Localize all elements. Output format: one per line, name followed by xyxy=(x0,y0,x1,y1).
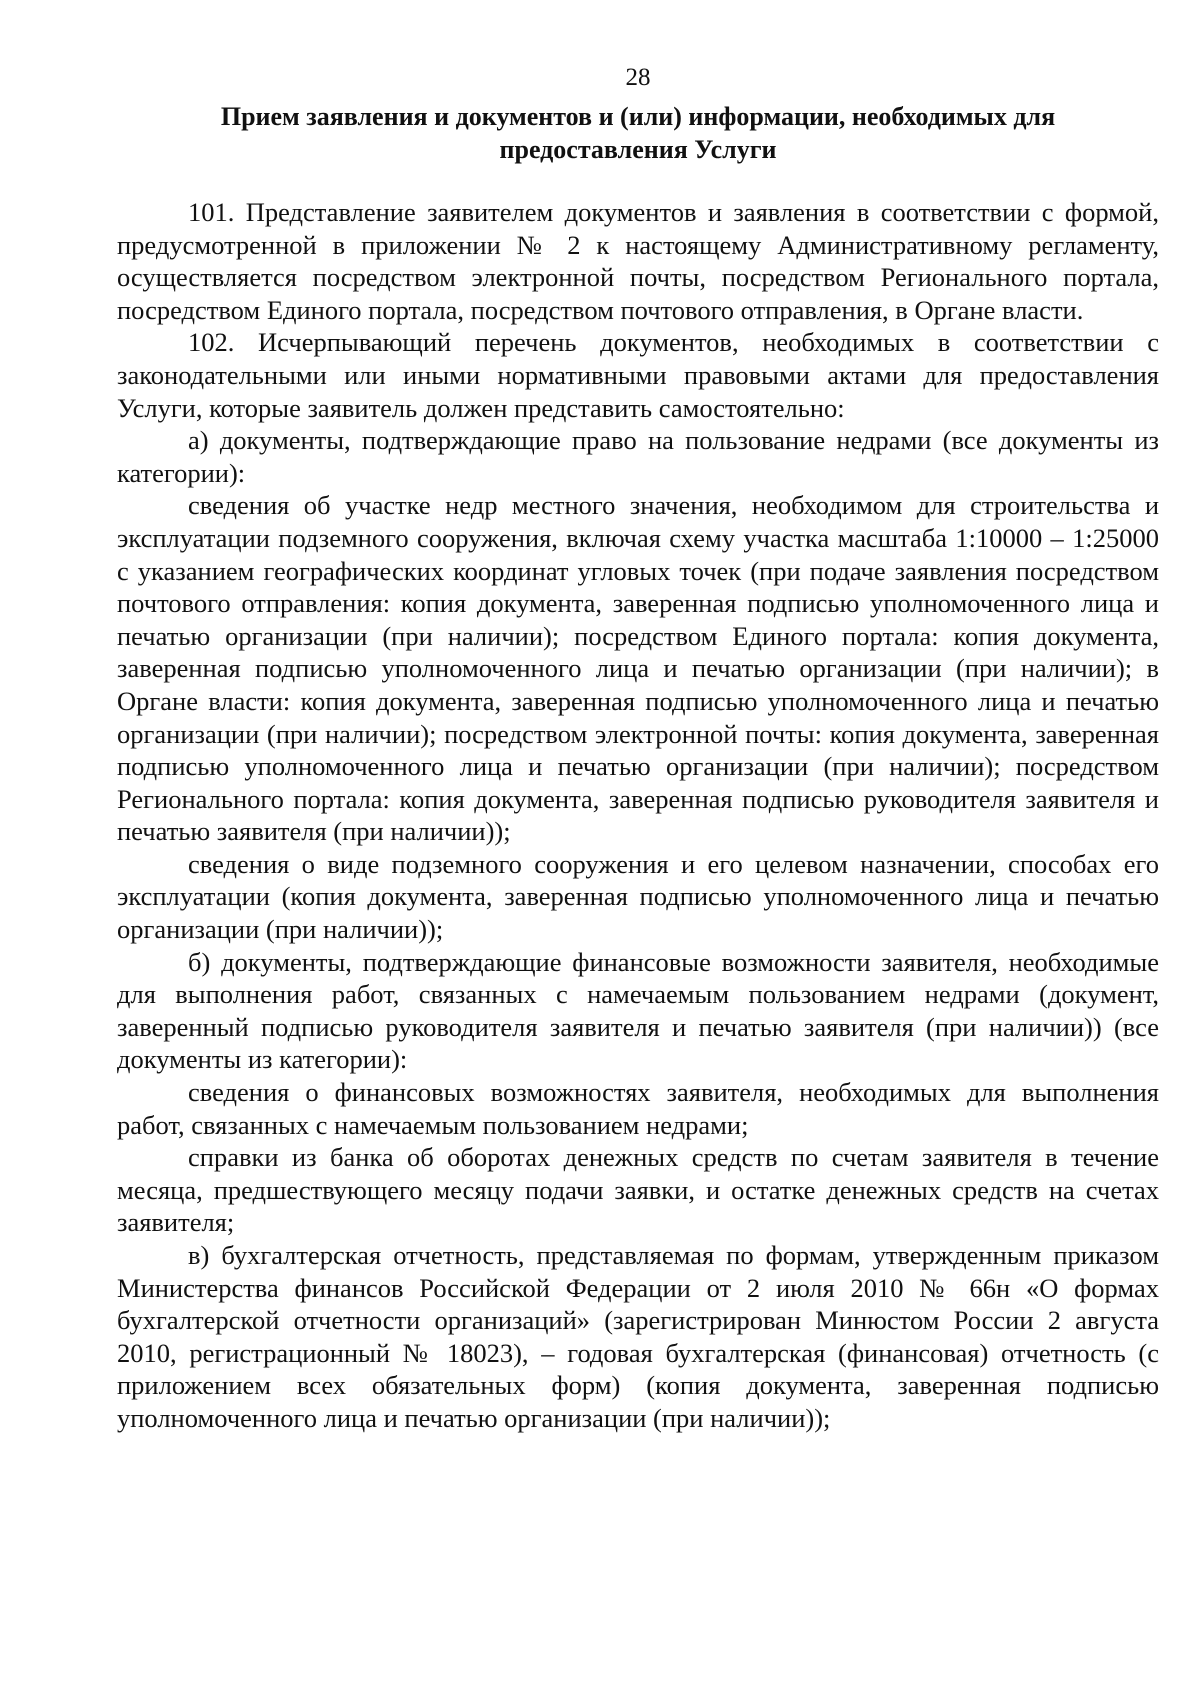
paragraph-101: 101. Представление заявителем документов и заявления в соответствии с формой, предусмотренной в приложении № 2 к настоящему Административному регламенту, осуществляется посредством электронной почты, посредством Регионального портала, посредством Единого портала, посредством почтового отправления, в Органе власти. xyxy=(117,197,1159,325)
page-number: 28 xyxy=(625,64,651,91)
item-b-subitem-1: сведения о финансовых возможностях заявителя, необходимых для выполнения работ, связанных с намечаемым пользованием недрами; xyxy=(117,1077,1159,1140)
paragraph-102: 102. Исчерпывающий перечень документов, необходимых в соответствии с законодательными или иными нормативными правовыми актами для предоставления Услуги, которые заявитель должен представить самостоятельно: xyxy=(117,327,1159,423)
section-heading-line-1: Прием заявления и документов и (или) информации, необходимых для xyxy=(220,102,1056,131)
item-b-subitem-2: справки из банка об оборотах денежных средств по счетам заявителя в течение месяца, предшествующего месяцу подачи заявки, и остатке денежных средств на счетах заявителя; xyxy=(117,1142,1159,1238)
section-heading xyxy=(117,100,1159,166)
item-a: а) документы, подтверждающие право на пользование недрами (все документы из категории): xyxy=(117,425,1159,488)
item-b: б) документы, подтверждающие финансовые возможности заявителя, необходимые для выполнения работ, связанных с намечаемым пользованием недрами (документ, заверенный подписью руководителя заявителя и печатью заявителя (при наличии)) (все документы из категории): xyxy=(117,946,1159,1075)
item-a-subitem-2: сведения о виде подземного сооружения и его целевом назначении, способах его эксплуатации (копия документа, заверенная подписью уполномоченного лица и печатью организации (при наличии)); xyxy=(117,848,1159,945)
section-heading-line-2: предоставления Услуги xyxy=(499,135,777,164)
item-v: в) бухгалтерская отчетность, представляемая по формам, утвержденным приказом Министерства финансов Российской Федерации от 2 июля 2010 № 66н «О формах бухгалтерской отчетности организаций» (зарегистрирован Минюстом России 2 августа 2010, регистрационный № 18023), – годовая бухгалтерская (финансовая) отчетность (с приложением всех обязательных форм) (копия документа, заверенная подписью уполномоченного лица и печатью организации (при наличии)); xyxy=(117,1240,1159,1433)
document-body xyxy=(117,196,1159,1435)
item-a-subitem-1: сведения об участке недр местного значения, необходимом для строительства и эксплуатации подземного сооружения, включая схему участка масштаба 1:10000 – 1:25000 с указанием географических координат угловых точек (при подаче заявления посредством почтового отправления: копия документа, заверенная подписью уполномоченного лица и печатью организации (при наличии); посредством Единого портала: копия документа, заверенная подписью уполномоченного лица и печатью организации (при наличии); в Органе власти: копия документа, заверенная подписью уполномоченного лица и печатью организации (при наличии); посредством электронной почты: копия документа, заверенная подписью уполномоченного лица и печатью организации (при наличии); посредством Регионального портала: копия документа, заверенная подписью руководителя заявителя и печатью заявителя (при наличии)); xyxy=(117,490,1159,847)
document-page xyxy=(117,62,1159,1435)
